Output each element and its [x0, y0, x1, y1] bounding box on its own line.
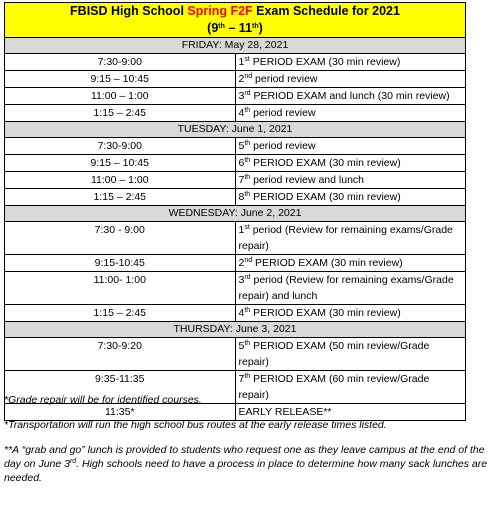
description-cell	[235, 222, 466, 255]
schedule-row	[5, 172, 466, 189]
title-part2: Exam Schedule for 2021	[252, 4, 400, 18]
schedule-row	[5, 305, 466, 322]
ordinal-suffix: th	[244, 140, 251, 147]
description-cell	[235, 54, 466, 71]
title-part1: FBISD High School	[70, 4, 188, 18]
description-text: period (Review for remaining exams/Grade repair)	[238, 224, 453, 252]
description-text: PERIOD EXAM (30 min review)	[250, 307, 401, 319]
ordinal-suffix: th	[244, 174, 251, 181]
time-cell: 11:00- 1:00	[5, 272, 236, 305]
title-row	[5, 3, 466, 38]
time-cell: 1:15 – 2:45	[5, 105, 236, 122]
day-header-row	[5, 206, 466, 222]
time-cell: 9:15-10:45	[5, 255, 236, 272]
description-text: PERIOD EXAM (30 min review)	[249, 56, 401, 68]
day-header: FRIDAY: May 28, 2021	[5, 38, 466, 54]
period-number: 2	[238, 257, 245, 269]
time-cell: 11:00 – 1:00	[5, 88, 236, 105]
grades-sup-1: th	[218, 23, 225, 30]
description-text: period review	[250, 140, 316, 152]
description-text: PERIOD EXAM (50 min review/Grade repair)	[238, 340, 430, 368]
ordinal-suffix: nd	[244, 257, 253, 264]
description-text: PERIOD EXAM (30 min review)	[252, 257, 403, 269]
ordinal-suffix: th	[244, 107, 251, 114]
schedule-row	[5, 138, 466, 155]
description-cell	[235, 272, 466, 305]
grades-dash: – 11	[224, 21, 253, 35]
period-number: 6	[238, 157, 245, 169]
footnotes	[4, 393, 494, 485]
schedule-row	[5, 189, 466, 206]
schedule-row	[5, 222, 466, 255]
description-text: period review	[250, 107, 316, 119]
title-highlight: Spring F2F	[187, 4, 253, 18]
ordinal-suffix: st	[244, 224, 250, 231]
period-number: 3	[238, 90, 245, 102]
time-cell: 7:30 - 9:00	[5, 222, 236, 255]
exam-schedule-table	[4, 2, 466, 421]
day-header: WEDNESDAY: June 2, 2021	[5, 206, 466, 222]
schedule-row	[5, 155, 466, 172]
description-text: period review and lunch	[250, 174, 365, 186]
note-transportation: *Transportation will run the high school bus routes at the early release times listed.	[4, 419, 387, 431]
period-number: 4	[238, 107, 245, 119]
description-text: PERIOD EXAM and lunch (30 min review)	[250, 90, 450, 102]
description-cell	[235, 105, 466, 122]
ordinal-suffix: th	[244, 340, 251, 347]
day-header-row	[5, 322, 466, 338]
day-header-row	[5, 38, 466, 54]
description-cell	[235, 338, 466, 371]
note-grade-repair: *Grade repair will be for identified courses.	[4, 394, 202, 406]
ordinal-suffix: th	[244, 373, 251, 380]
description-text: period review	[252, 73, 318, 85]
description-cell	[235, 172, 466, 189]
period-number: 5	[238, 340, 245, 352]
time-cell: 11:00 – 1:00	[5, 172, 236, 189]
ordinal-suffix: th	[244, 191, 251, 198]
time-cell: 1:15 – 2:45	[5, 305, 236, 322]
note-lunch-b: . High schools need to have a process in place to determine how many sack lunches are needed.	[4, 458, 488, 484]
ordinal-suffix: rd	[244, 90, 251, 97]
grades-open: (9	[207, 21, 219, 35]
description-text: EARLY RELEASE**	[238, 406, 332, 418]
period-number: 1	[238, 56, 245, 68]
description-cell	[235, 88, 466, 105]
ordinal-suffix: th	[244, 307, 251, 314]
day-header-row	[5, 122, 466, 138]
time-cell: 9:15 – 10:45	[5, 155, 236, 172]
time-cell: 7:30-9:20	[5, 338, 236, 371]
period-number: 8	[238, 191, 245, 203]
description-cell	[235, 71, 466, 88]
period-number: 4	[238, 307, 245, 319]
period-number: 7	[238, 373, 245, 385]
ordinal-suffix: nd	[244, 73, 253, 80]
time-cell: 1:15 – 2:45	[5, 189, 236, 206]
time-cell: 7:30-9:00	[5, 138, 236, 155]
period-number: 1	[238, 224, 245, 236]
day-header: TUESDAY: June 1, 2021	[5, 122, 466, 138]
grades-close: )	[258, 21, 263, 35]
day-header: THURSDAY: June 3, 2021	[5, 322, 466, 338]
ordinal-suffix: th	[244, 157, 251, 164]
description-cell	[235, 305, 466, 322]
schedule-row	[5, 54, 466, 71]
ordinal-suffix: rd	[244, 274, 251, 281]
period-number: 2	[238, 73, 245, 85]
period-number: 7	[238, 174, 245, 186]
description-cell	[235, 189, 466, 206]
schedule-row	[5, 71, 466, 88]
time-cell: 11:35*	[5, 404, 236, 421]
note-lunch-sup: rd	[69, 458, 77, 465]
schedule-row	[5, 272, 466, 305]
period-number: 5	[238, 140, 245, 152]
note-lunch-a: **A “grab and go” lunch is provided to students who request one as they leave campus at the end of the day on June 3	[4, 444, 485, 470]
description-cell	[235, 255, 466, 272]
schedule-row	[5, 255, 466, 272]
description-cell	[235, 155, 466, 172]
description-text: PERIOD EXAM (60 min review/Grade repair)	[238, 373, 430, 401]
description-text: PERIOD EXAM (30 min review)	[250, 157, 401, 169]
ordinal-suffix: st	[244, 56, 250, 63]
time-cell: 9:15 – 10:45	[5, 71, 236, 88]
description-text: period (Review for remaining exams/Grade repair) and lunch	[238, 274, 454, 302]
grades-sup-2: th	[252, 23, 259, 30]
schedule-row	[5, 105, 466, 122]
schedule-title	[5, 3, 466, 38]
description-text: PERIOD EXAM (30 min review)	[250, 191, 401, 203]
description-cell	[235, 138, 466, 155]
time-cell: 9:35-11:35	[5, 371, 236, 404]
schedule-row	[5, 338, 466, 371]
time-cell: 7:30-9:00	[5, 54, 236, 71]
note-lunch	[4, 443, 494, 485]
period-number: 3	[238, 274, 245, 286]
schedule-row	[5, 88, 466, 105]
